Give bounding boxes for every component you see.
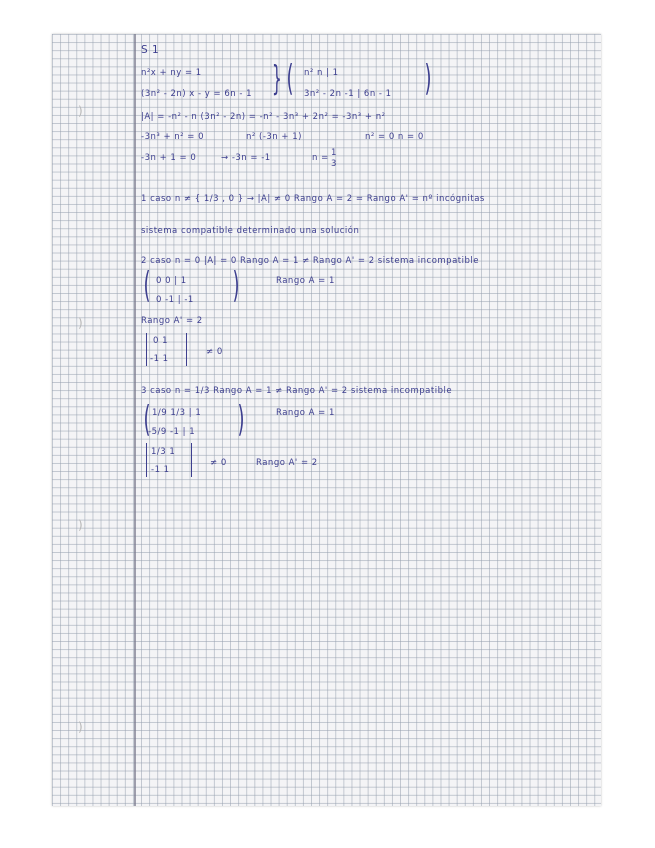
determinant-line-2c: n² = 0 n = 0 [365,132,424,142]
case-3-minor-row-2: -1 1 [151,465,170,475]
case-3-rango-a-prime: Rango A' = 2 [256,458,318,468]
determinant-line-2b: n² (-3n + 1) [246,132,302,142]
case-3-rango-a: Rango A = 1 [276,408,335,418]
case-2-minor-result: ≠ 0 [206,347,223,357]
case-2-line: 2 caso n = 0 |A| = 0 Rango A = 1 ≠ Rango A' = 2 sistema incompatible [141,256,479,266]
case-3-minor-right-bar [191,443,192,477]
case-3-matrix-row-2: -5/9 -1 | 1 [148,427,196,437]
determinant-line-3c: n = [312,153,329,163]
fraction-denominator: 3 [331,159,337,169]
matrix-row-1: n² n | 1 [304,68,339,78]
punch-hole-icon: ) [78,316,83,330]
case-3-minor-result: ≠ 0 [210,458,227,468]
punch-hole-icon: ) [78,104,83,118]
determinant-line-1: |A| = -n² - n (3n² - 2n) = -n² - 3n³ + 2n² = -3n³ + n² [141,112,386,122]
case-2-matrix-row-1: 0 0 | 1 [156,276,187,286]
case-2-minor-row-2: -1 1 [150,354,169,364]
case-2-minor-left-bar [146,333,147,366]
case-2-matrix-left-paren: ( [143,265,151,306]
case-3-matrix-row-1: 1/9 1/3 | 1 [152,408,202,418]
case-3-minor-row-1: 1/3 1 [151,447,176,457]
graph-paper-sheet [52,34,601,806]
punch-hole-icon: ) [78,518,83,532]
case-3-minor-left-bar [146,443,147,477]
punch-hole-icon: ) [78,720,83,734]
matrix-right-paren: ) [424,58,432,99]
matrix-row-2: 3n² - 2n -1 | 6n - 1 [304,89,392,99]
determinant-line-3a: -3n + 1 = 0 [141,153,197,163]
system-brace: } [271,59,282,99]
determinant-line-3b: → -3n = -1 [221,153,271,163]
exercise-title: S 1 [141,44,160,56]
fraction-numerator: 1 [331,148,337,158]
determinant-line-2a: -3n³ + n² = 0 [141,132,205,142]
case-3-matrix-left-paren: ( [143,399,151,440]
case-3-line: 3 caso n = 1/3 Rango A = 1 ≠ Rango A' = 2 sistema incompatible [141,386,453,396]
equation-1: n²x + ny = 1 [141,68,202,78]
case-2-minor-row-1: 0 1 [153,336,169,346]
case-1-conclusion: sistema compatible determinado una solución [141,226,360,236]
case-2-matrix-right-paren: ) [232,265,240,306]
margin-line [134,34,136,806]
case-1-line: 1 caso n ≠ { 1/3 , 0 } → |A| ≠ 0 Rango A = 2 = Rango A' = nº incógnitas [141,194,485,204]
case-3-matrix-right-paren: ) [237,399,245,440]
matrix-left-paren: ( [286,58,294,99]
case-2-matrix-row-2: 0 -1 | -1 [156,295,194,305]
equation-2: (3n² - 2n) x - y = 6n - 1 [141,89,253,99]
case-2-minor-right-bar [186,333,187,366]
case-2-rango-a: Rango A = 1 [276,276,335,286]
case-2-rango-a-prime: Rango A' = 2 [141,316,203,326]
